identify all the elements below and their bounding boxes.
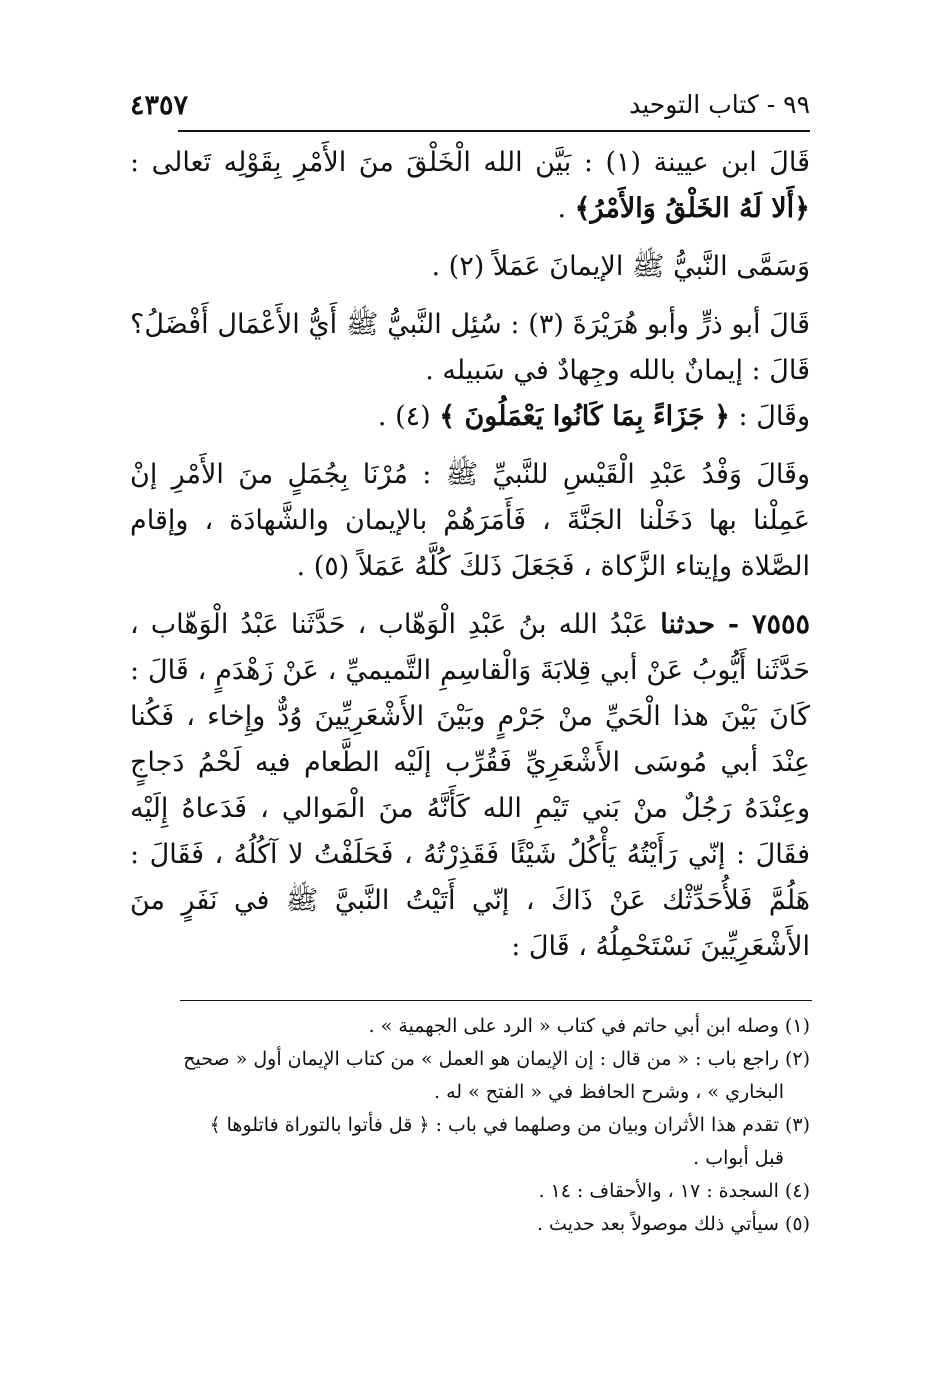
footnote-2-cont: البخاري » ، وشرح الحافظ في « الفتح » له .	[434, 1081, 784, 1103]
header-rule	[178, 130, 810, 132]
main-text	[130, 140, 810, 970]
quran-quote: ﴿أَلا لَهُ الخَلْقُ وَالأَمْرُ﴾	[574, 193, 810, 224]
text: وقَالَ :	[729, 401, 810, 432]
text: .	[296, 551, 314, 582]
text: .	[431, 251, 449, 282]
paragraph-abu-dharr	[130, 302, 810, 394]
footnote-2: (٢) راجع باب : « من قال : إن الإيمان هو العمل » من كتاب الإيمان أول « صحيح	[183, 1048, 810, 1070]
text: : بَيَّن الله الْخَلْقَ منَ الأَمْرِ بِقَوْلِه تَعالى :	[130, 147, 606, 178]
footnote-1: (١) وصله ابن أبي حاتم في كتاب « الرد على الجهمية » .	[368, 1015, 810, 1037]
footnote-ref: (٣)	[528, 309, 564, 340]
text: .	[377, 401, 396, 432]
chapter-title: ٩٩ - كتاب التوحيد	[629, 90, 810, 119]
text: .	[557, 193, 575, 224]
paragraph-abd-al-qays	[130, 452, 810, 590]
text: : سُئِل النَّبيُّ ﷺ أَيُّ الأَعْمَال أَفْضَلُ؟ قَالَ : إيمانٌ بالله وجِهادٌ في سَبيله .	[130, 309, 810, 386]
footnote-ref: (٥)	[313, 551, 350, 582]
text: وَسَمَّى النَّبيُّ ﷺ الإيمانَ عَمَلاً	[484, 251, 810, 282]
text: قَالَ أبو ذرٍّ وأبو هُرَيْرَةَ	[563, 309, 810, 340]
footnote-ref: (١)	[605, 147, 642, 178]
footnote-rule	[180, 1000, 812, 1001]
hadith-7555	[130, 602, 810, 970]
text: وقَالَ وَفْدُ عَبْدِ الْقَيْسِ للنَّبيِّ ﷺ : مُرْنَا بِجُمَلٍ منَ الأَمْرِ إنْ عَمِلْنا بها دَخَلْنا الجَنَّةَ ، فَأَمَرَهُمْ بالإيمان والشَّهادَة ، وإقام الصَّلاة وإيتاء الزَّكاة ، فَجَعَلَ ذَلكَ كُلَّهُ عَمَلاً	[130, 459, 810, 582]
footnote-ref: (٢)	[448, 251, 485, 282]
footnote-5: (٥) سيأتي ذلك موصولاً بعد حديث .	[536, 1213, 810, 1235]
footnote-3-cont: قبل أبواب .	[693, 1147, 784, 1169]
running-header	[130, 90, 810, 130]
text: قَالَ ابن عيينة	[641, 147, 810, 178]
paragraph-jazaa	[130, 394, 810, 440]
hadith-text: عَبْدُ الله بنُ عَبْدِ الْوَهّاب ، حَدَّثَنا عَبْدُ الْوَهّاب ، حَدَّثَنا أَيُّوبُ عَنْ أبي قِلابَةَ وَالْقاسِمِ التَّميميِّ ، عَنْ زَهْدَمٍ ، قَالَ : كَانَ بَيْنَ هذا الْحَيِّ منْ جَرْمٍ وبَيْنَ الأَشْعَرِيِّينَ وُدٌّ وإِخاء ، فَكُنا عِنْدَ أبي مُوسَى الأَشْعَرِيِّ فَقُرِّب إلَيْه الطَّعام فيه لَحْمُ دَجاجٍ وعِنْدَهُ رَجُلٌ منْ بَني تَيْمِ الله كَأَنَّهُ منَ الْمَوالي ، فَدَعاهُ إِلَيْه فقَالَ : إنّي رَأَيْتُهُ يَأْكُلُ شَيْئًا فَقَذِرْتُهُ ، فَحَلَفْتُ لا آكُلُهُ ، فَقَالَ : هَلُمَّ فَلأُحَدِّثْك عَنْ ذَاكَ ، إنّي أَتَيْتُ النَّبيَّ ﷺ في نَفَرٍ منَ الأَشْعَرِيِّينَ نَسْتَحْمِلُهُ ، قَالَ :	[130, 609, 810, 962]
footnote-ref: (٤)	[395, 401, 440, 432]
footnote-3: (٣) تقدم هذا الأثران وبيان من وصلهما في باب : ﴿ قل فأتوا بالتوراة فاتلوها ﴾	[209, 1114, 810, 1136]
footnotes	[130, 1010, 810, 1241]
page-number: ٤٣٥٧	[130, 90, 189, 121]
paragraph-ibn-uyaynah	[130, 140, 810, 232]
paragraph-iman-amal	[130, 244, 810, 290]
footnote-4: (٤) السجدة : ١٧ ، والأحقاف : ١٤ .	[538, 1180, 810, 1202]
hadith-number: ٧٥٥٥ - حدثنا	[660, 609, 811, 640]
quran-quote: ﴿ جَزَاءً بِمَا كَانُوا يَعْمَلُونَ ﴾	[439, 401, 730, 432]
